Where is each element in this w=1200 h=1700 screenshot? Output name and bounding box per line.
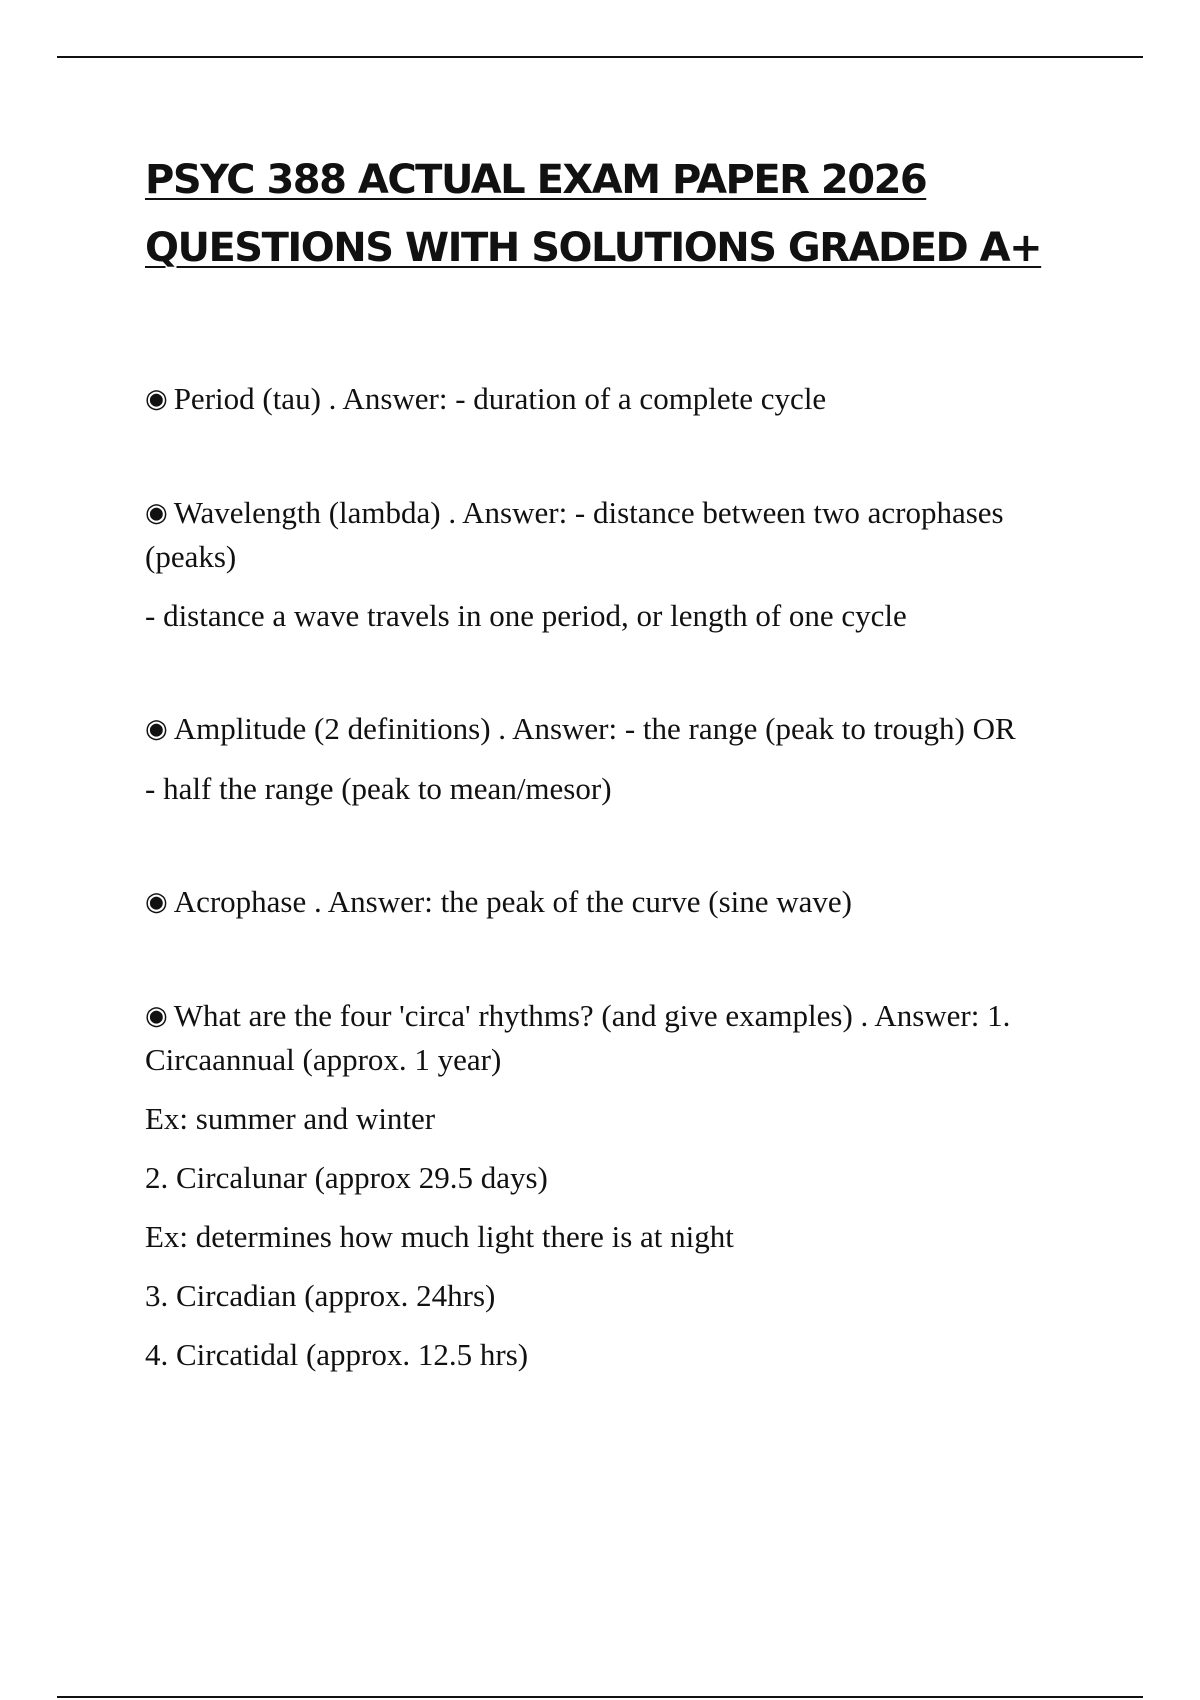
answer-line: 4. Circatidal (approx. 12.5 hrs) bbox=[145, 1337, 529, 1372]
radio-bullet-icon: ◉ bbox=[145, 498, 168, 528]
answer-line: - half the range (peak to mean/mesor) bbox=[145, 771, 612, 806]
qa-list bbox=[145, 377, 1065, 1446]
radio-bullet-icon: ◉ bbox=[145, 384, 168, 414]
answer-line: 2. Circalunar (approx 29.5 days) bbox=[145, 1160, 548, 1195]
question-line: ◉ What are the four 'circa' rhythms? (and give examples) . Answer: 1. Circaannual (approx. 1 year) bbox=[145, 998, 1011, 1077]
question-line: ◉ Acrophase . Answer: the peak of the curve (sine wave) bbox=[145, 884, 852, 919]
document-title bbox=[145, 146, 1105, 282]
question-line: ◉ Period (tau) . Answer: - duration of a complete cycle bbox=[145, 381, 827, 416]
radio-bullet-icon: ◉ bbox=[145, 887, 168, 917]
title-line-1: PSYC 388 ACTUAL EXAM PAPER 2026 bbox=[145, 157, 927, 203]
qa-item-circa-rhythms bbox=[145, 994, 1065, 1376]
top-rule bbox=[57, 56, 1143, 58]
qa-item-wavelength bbox=[145, 491, 1065, 637]
radio-bullet-icon: ◉ bbox=[145, 1001, 168, 1031]
qa-item-period bbox=[145, 377, 1065, 421]
question-line: ◉ Amplitude (2 definitions) . Answer: - the range (peak to trough) OR bbox=[145, 711, 1016, 746]
answer-line: - distance a wave travels in one period, or length of one cycle bbox=[145, 598, 907, 633]
title-line-2: QUESTIONS WITH SOLUTIONS GRADED A+ bbox=[145, 225, 1042, 271]
answer-line: 3. Circadian (approx. 24hrs) bbox=[145, 1278, 496, 1313]
answer-line: Ex: determines how much light there is at night bbox=[145, 1219, 734, 1254]
qa-item-amplitude bbox=[145, 707, 1065, 810]
bottom-rule bbox=[57, 1696, 1143, 1698]
question-line: ◉ Wavelength (lambda) . Answer: - distance between two acrophases (peaks) bbox=[145, 495, 1004, 574]
answer-line: Ex: summer and winter bbox=[145, 1101, 436, 1136]
qa-item-acrophase bbox=[145, 880, 1065, 924]
radio-bullet-icon: ◉ bbox=[145, 714, 168, 744]
